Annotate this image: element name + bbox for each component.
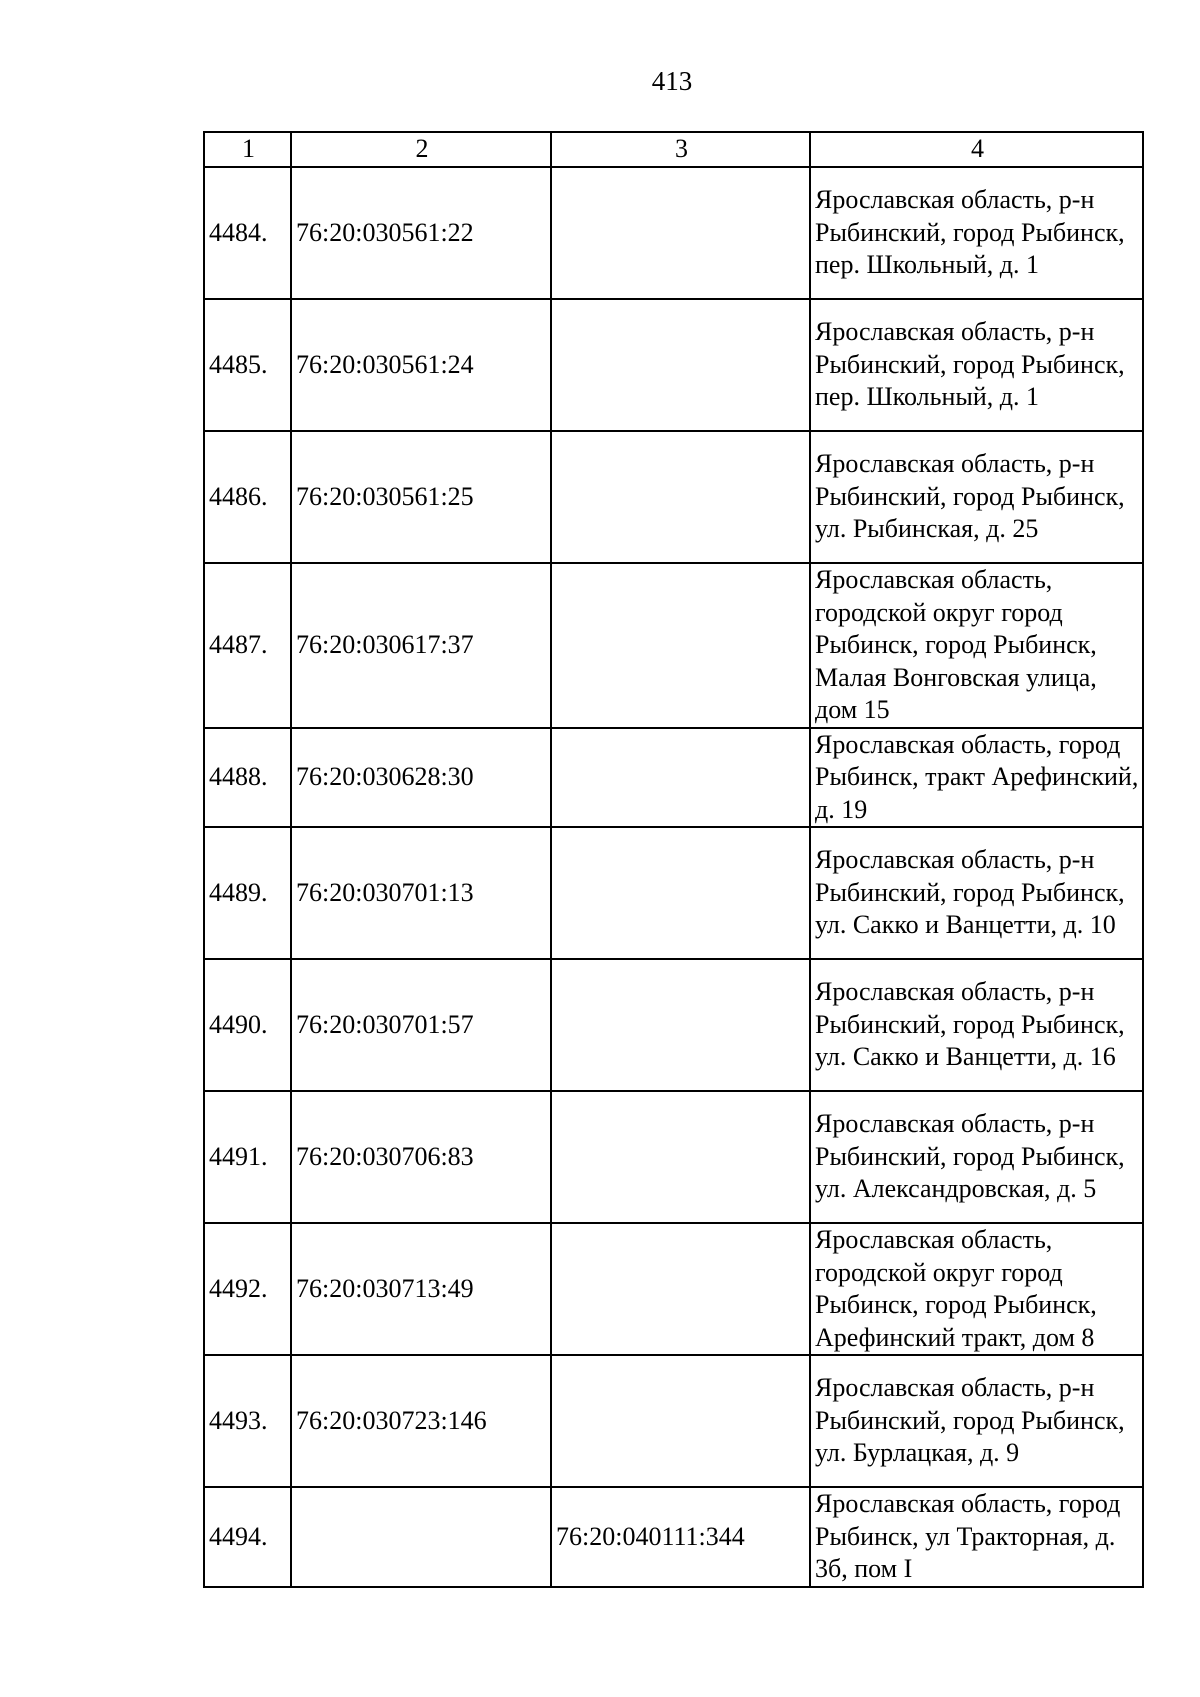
cadastral-number-col2: 76:20:030723:146 xyxy=(291,1355,551,1487)
address: Ярославская область, р-н Рыбинский, город Рыбинск, ул. Сакко и Ванцетти, д. 10 xyxy=(810,827,1143,959)
column-header-3: 3 xyxy=(551,132,810,167)
table-row xyxy=(204,959,1143,1091)
cadastral-number-col3 xyxy=(551,1091,810,1223)
cadastral-number-col3: 76:20:040111:344 xyxy=(551,1487,810,1587)
row-number: 4494. xyxy=(204,1487,291,1587)
table-row xyxy=(204,563,1143,728)
address: Ярославская область, р-н Рыбинский, город Рыбинск, ул. Сакко и Ванцетти, д. 16 xyxy=(810,959,1143,1091)
cadastral-number-col2: 76:20:030617:37 xyxy=(291,563,551,728)
cadastral-number-col2 xyxy=(291,1487,551,1587)
table-row xyxy=(204,1091,1143,1223)
address: Ярославская область, р-н Рыбинский, город Рыбинск, ул. Рыбинская, д. 25 xyxy=(810,431,1143,563)
cadastral-number-col2: 76:20:030701:13 xyxy=(291,827,551,959)
address: Ярославская область, р-н Рыбинский, город Рыбинск, пер. Школьный, д. 1 xyxy=(810,299,1143,431)
row-number: 4493. xyxy=(204,1355,291,1487)
address: Ярославская область, р-н Рыбинский, город Рыбинск, ул. Александровская, д. 5 xyxy=(810,1091,1143,1223)
cadastral-number-col2: 76:20:030561:24 xyxy=(291,299,551,431)
address: Ярославская область, городской округ город Рыбинск, город Рыбинск, Малая Вонговская улица, дом 15 xyxy=(810,563,1143,728)
table-row xyxy=(204,827,1143,959)
cadastral-number-col3 xyxy=(551,431,810,563)
cadastral-number-col3 xyxy=(551,299,810,431)
row-number: 4492. xyxy=(204,1223,291,1355)
row-number: 4487. xyxy=(204,563,291,728)
address: Ярославская область, р-н Рыбинский, город Рыбинск, пер. Школьный, д. 1 xyxy=(810,167,1143,299)
table-header-row xyxy=(204,132,1143,167)
page-number: 413 xyxy=(651,66,693,96)
table-row xyxy=(204,167,1143,299)
column-header-2: 2 xyxy=(291,132,551,167)
cadastral-number-col2: 76:20:030561:22 xyxy=(291,167,551,299)
row-number: 4488. xyxy=(204,728,291,828)
table-row xyxy=(204,299,1143,431)
table-row xyxy=(204,1223,1143,1355)
row-number: 4491. xyxy=(204,1091,291,1223)
cadastral-number-col3 xyxy=(551,728,810,828)
registry-table xyxy=(203,131,1144,1588)
table-row xyxy=(204,728,1143,828)
address: Ярославская область, р-н Рыбинский, город Рыбинск, ул. Бурлацкая, д. 9 xyxy=(810,1355,1143,1487)
cadastral-number-col3 xyxy=(551,1223,810,1355)
row-number: 4484. xyxy=(204,167,291,299)
row-number: 4486. xyxy=(204,431,291,563)
cadastral-number-col2: 76:20:030561:25 xyxy=(291,431,551,563)
row-number: 4490. xyxy=(204,959,291,1091)
table-row xyxy=(204,431,1143,563)
cadastral-number-col3 xyxy=(551,959,810,1091)
address: Ярославская область, город Рыбинск, тракт Арефинский, д. 19 xyxy=(810,728,1143,828)
table-row xyxy=(204,1355,1143,1487)
cadastral-number-col2: 76:20:030706:83 xyxy=(291,1091,551,1223)
cadastral-number-col3 xyxy=(551,1355,810,1487)
cadastral-number-col2: 76:20:030628:30 xyxy=(291,728,551,828)
column-header-1: 1 xyxy=(204,132,291,167)
column-header-4: 4 xyxy=(810,132,1143,167)
cadastral-number-col3 xyxy=(551,827,810,959)
cadastral-number-col3 xyxy=(551,167,810,299)
address: Ярославская область, город Рыбинск, ул Тракторная, д. 3б, пом I xyxy=(810,1487,1143,1587)
cadastral-number-col2: 76:20:030713:49 xyxy=(291,1223,551,1355)
cadastral-number-col2: 76:20:030701:57 xyxy=(291,959,551,1091)
cadastral-number-col3 xyxy=(551,563,810,728)
row-number: 4485. xyxy=(204,299,291,431)
table-row xyxy=(204,1487,1143,1587)
row-number: 4489. xyxy=(204,827,291,959)
address: Ярославская область, городской округ город Рыбинск, город Рыбинск, Арефинский тракт, дом 8 xyxy=(810,1223,1143,1355)
